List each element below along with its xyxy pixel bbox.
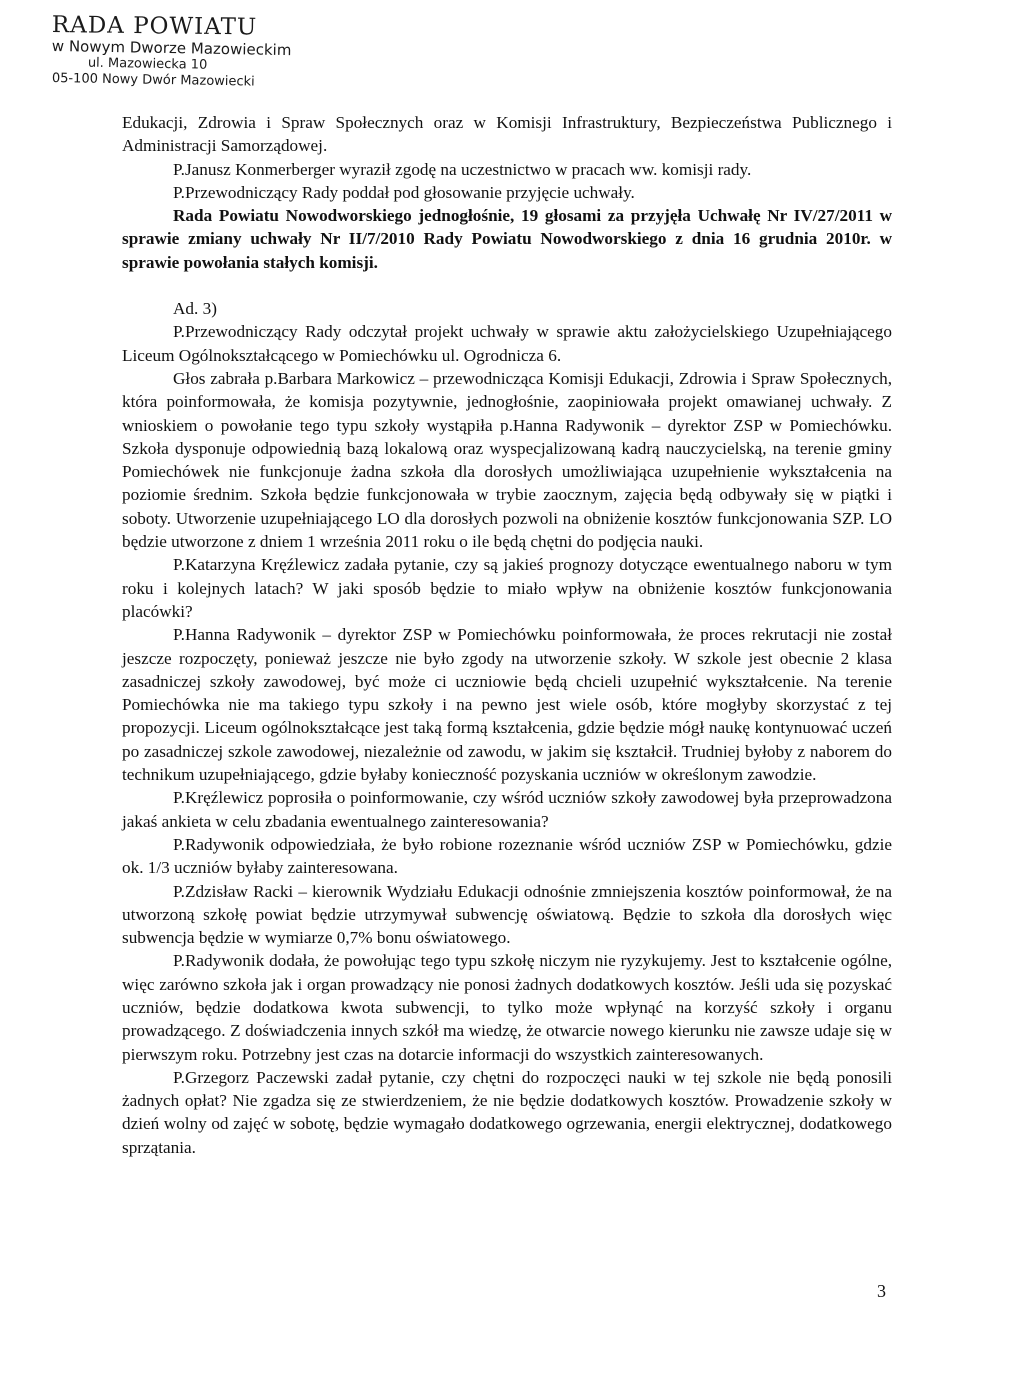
page-number: 3 [877, 1281, 886, 1301]
paragraph: P.Janusz Konmerberger wyraził zgodę na uczestnictwo w pracach ww. komisji rady. [173, 159, 752, 179]
paragraph: P.Hanna Radywonik – dyrektor ZSP w Pomiechówku poinformowała, że proces rekrutacji nie został jeszcze rozpoczęty, ponieważ jeszcze nie było zgody na utworzenie szkoły. W szkole jest obecnie 2 klasa zasadniczej szkoły zawodowej, być może ci uczniowie będą chcieli uzupełnić wykształcenie. Na terenie Pomiechówka nie ma takiego typu szkoły i na pewno jest wiele osób, które mogłyby skorzystać z tej propozycji. Liceum ogólnokształcące jest taką formą kształcenia, gdzie będzie mógł naukę kontynuować uczeń po zasadniczej szkole zawodowej, niezależnie od zawodu, w jakim się kształcił. Trudniej byłoby z naborem do technikum uzupełniającego, gdzie byłaby konieczność pozyskania uczniów w określonym zawodzie. [122, 625, 892, 785]
document-body [122, 111, 892, 1159]
stamp-title: RADA POWIATU [51, 12, 258, 41]
paragraph: P.Zdzisław Racki – kierownik Wydziału Edukacji odnośnie zmniejszenia kosztów poinformował, że na utworzoną szkołę powiat będzie utrzymywał subwencję oświatową. Będzie to szkoła dla dorosłych więc subwencja będzie w wymiarze 0,7% bonu oświatowego. [122, 881, 892, 948]
paragraph: P.Przewodniczący Rady odczytał projekt uchwały w sprawie aktu założycielskiego Uzupełniającego Liceum Ogólnokształcącego w Pomiechówku ul. Ogrodnicza 6. [122, 322, 892, 365]
council-stamp [51, 12, 292, 90]
stamp-location: w Nowym Dworze Mazowieckim [51, 37, 292, 60]
paragraph: P.Kręźlewicz poprosiła o poinformowanie, czy wśród uczniów szkoły zawodowej była przeprowadzona jakaś ankieta w celu zbadania ewentualnego zainteresowania? [122, 788, 892, 831]
stamp-postal-city: 05-100 Nowy Dwór Mazowiecki [51, 71, 255, 90]
resolution-paragraph: Rada Powiatu Nowodworskiego jednogłośnie, 19 głosami za przyjęła Uchwałę Nr IV/27/2011 w sprawie zmiany uchwały Nr II/7/2010 Rady Powiatu Nowodworskiego z dnia 16 grudnia 2010r. w sprawie powołania stałych komisji. [122, 206, 892, 272]
paragraph: P.Radywonik odpowiedziała, że było robione rozeznanie wśród uczniów ZSP w Pomiechówku, gdzie ok. 1/3 uczniów byłaby zainteresowana. [122, 834, 892, 878]
paragraph: P.Radywonik dodała, że powołując tego typu szkołę niczym nie ryzykujemy. Jest to kształcenie ogólne, więc zarówno szkoła jak i organ prowadzący nie ponosi żadnych dodatkowych kosztów. Jeśli uda się pozyskać uczniów, będzie dodatkowa kwota subwencji, to tylko może wpłynąć na korzyść szkoły i organu prowadzącego. Z doświadczenia innych szkół ma wiedzę, że otwarcie nowego kierunku nie zawsze udaje się w pierwszym roku. Potrzebny jest czas na dotarcie informacji do wszystkich zainteresowanych. [122, 951, 892, 1064]
paragraph: Edukacji, Zdrowia i Spraw Społecznych oraz w Komisji Infrastruktury, Bezpieczeństwa Publicznego i Administracji Samorządowej. [122, 113, 892, 156]
paragraph: P.Grzegorz Paczewski zadał pytanie, czy chętni do rozpoczęci nauki w tej szkole nie będą ponosili żadnych opłat? Nie zgadza się ze stwierdzeniem, że nie będzie dodatkowych kosztów. Prowadzenie szkoły w dzień wolny od zajęć w sobotę, będzie wymagało dodatkowego ogrzewania, energii elektrycznej, dodatkowego sprzątania. [122, 1067, 892, 1157]
paragraph: P.Przewodniczący Rady poddał pod głosowanie przyjęcie uchwały. [173, 182, 635, 202]
paragraph: P.Katarzyna Kręźlewicz zadała pytanie, czy są jakieś prognozy dotyczące ewentualnego naboru w tym roku i kolejnych latach? W jaki sposób będzie to miało wpływ na obniżenie kosztów funkcjonowania placówki? [122, 555, 892, 621]
paragraph: Głos zabrała p.Barbara Markowicz – przewodnicząca Komisji Edukacji, Zdrowia i Spraw Społecznych, która poinformowała, że komisja pozytywnie, jednogłośnie, zaopiniowała projekt omawianej uchwały. Z wnioskiem o powołanie tego typu szkoły wystąpiła p.Hanna Radywonik – dyrektor ZSP w Pomiechówku. Szkoła dysponuje odpowiednią bazą lokalową oraz wyspecjalizowaną kadrą nauczycielską, na terenie gminy Pomiechówek nie funkcjonuje żadna szkoła dla dorosłych umożliwiająca uzupełnienie wykształcenia na poziomie średnim. Szkoła będzie funkcjonowała w trybie zaocznym, zajęcia będą odbywały się w piątki i soboty. Utworzenie uzupełniającego LO dla dorosłych pozwoli na obniżenie kosztów funkcjonowania SZP. LO będzie utworzone z dniem 1 września 2011 roku o ile będą chętni do podjęcia nauki. [122, 368, 892, 552]
section-heading: Ad. 3) [173, 299, 217, 319]
stamp-street: ul. Mazowiecka 10 [87, 55, 208, 73]
spacer [122, 274, 892, 297]
